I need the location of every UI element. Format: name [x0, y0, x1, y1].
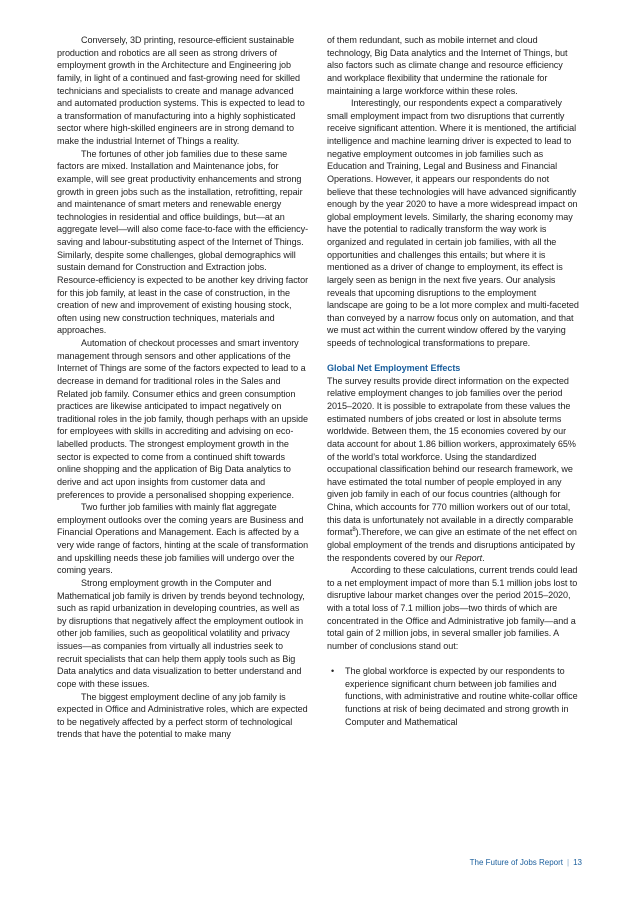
footnote-ref[interactable]: 8 [352, 527, 356, 534]
right-paragraph-2: Interestingly, our respondents expect a comparatively small employment impact from two disruptions that currently receive significant attention. Where it is mentioned, the artificial intelligence and machine learning driver is expected to lead to negative employment outcomes in job families such as Education and Training, Legal and Business and Financial Operations. However, it appears our respondents do not believe that these technologies will have advanced significantly enough by the year 2020 to have a more widespread impact on global employment levels. Similarly, the sharing economy may have the potential to radically transform the way work is organized and regulated in certain job families, with all the opportunities and challenges this entails; but where it is mentioned as a driver of change to employment, its effect is largely seen as benign in the next five years. Our analysis reveals that upcoming disruptions to the employment landscape are going to be a lot more complex and multi-faceted than conveyed by a narrow focus only on automation, and that we must act within the current window offered by the varying speeds of technological transformations to prepare. [327, 98, 579, 348]
page-number: 13 [573, 858, 582, 867]
paragraph-3-text-b: ).Therefore, we can give an estimate of the net effect on global employment of the trends and disruptions anticipated by the respondents covered by our [327, 527, 577, 563]
paragraph-3-text-c: . [482, 552, 485, 563]
report-emphasis: Report [455, 552, 483, 563]
right-paragraph-4: According to these calculations, current trends could lead to a net employment impact of more than 5.1 million jobs lost to disruptive labour market changes over the period 2015–2020, with a total loss of 7.1 million jobs—two thirds of which are concentrated in the Office and Administrative job family—and a total gain of 2 million jobs, in several smaller job families. A number of conclusions stand out: [327, 565, 578, 651]
left-paragraph-5: Strong employment growth in the Computer and Mathematical job family is driven by trends beyond technology, such as rapid urbanization in developing countries, as well as by disruptions that negatively affect the employment outlook in other job families, such as geopolitical volatility and privacy issues—as companies from virtually all industries seek to recruit specialists that can help them apply tools such as Big Data analytics and data visualization to better understand and cope with these issues. [57, 577, 305, 689]
left-paragraph-4: Two further job families with mainly flat aggregate employment outlooks over the coming years are Business and Financial Operations and Management. Each is affected by a very wide range of factors, hinting at the scale of transformation and upskilling needs these job families will undergo over the coming years. [57, 502, 309, 576]
footer-report-title: The Future of Jobs Report [469, 858, 564, 867]
section-heading: Global Net Employment Effects [327, 363, 461, 374]
left-column [57, 34, 309, 741]
bullet-text: The global workforce is expected by our respondents to experience significant churn between job families and functions, with administrative and routine white-collar office functions at risk of being decimated and strong growth in Computer and Mathematical [345, 666, 578, 727]
left-paragraph-1: Conversely, 3D printing, resource-efficient sustainable production and robotics are all seen as strong drivers of employment growth in the Architecture and Engineering job family, in light of a continued and fast-growing need for skilled technicians and specialists to create and manage advanced and automated production systems. This is expected to lead to a transformation of manufacturing into a highly sophisticated sector where high-skilled engineers are in strong demand to make the industrial Internet of Things a reality. [57, 35, 305, 146]
footer-separator: | [567, 858, 570, 867]
left-paragraph-2: The fortunes of other job families due to these same factors are mixed. Installation and Maintenance jobs, for example, will see great productivity enhancements and strong growth in green jobs such as the installation, retrofitting, repair and maintenance of smart meters and renewable energy technologies in residential and office buildings, but—at an aggregate level—will also come face-to-face with the efficiency-saving and labour-substituting aspect of the Internet of Things. Similarly, despite some challenges, global demographics will sustain demand for Construction and Extraction jobs. Resource-efficiency is expected to be another key driving factor for this job family, at least in the case of construction, in the creation of new and improvement of existing housing stock, often using new construction techniques, materials and approaches. [57, 148, 309, 336]
paragraph-3-text-a: The survey results provide direct information on the expected relative employment changes to job families over the period 2015–2020. It is possible to extrapolate from these values the estimated numbers of jobs created or lost in absolute terms worldwide. Between them, the 15 economies covered by our data account for about 1.86 billion workers, approximately 65% of the world’s total workforce. Using the standardized occupational classification behind our research framework, we have estimated the total number of people employed in any given job family in each of our focus countries (although for China, which accounts for 770 million workers out of our total, this data is unfortunately not available in a directly comparable format [327, 375, 576, 538]
left-paragraph-6: The biggest employment decline of any job family is expected in Office and Administrative roles, which are expected to be negatively affected by a perfect storm of technological trends that have the potential to make many [57, 691, 308, 740]
right-paragraph-3 [327, 375, 579, 564]
right-paragraph-1: of them redundant, such as mobile internet and cloud technology, Big Data analytics and the Internet of Things, but also factors such as climate change and resource efficiency and workplace flexibility that undermine the rationale for maintaining a large workforce within these roles. [327, 35, 568, 96]
page-footer [470, 858, 582, 867]
right-column [327, 34, 579, 728]
left-paragraph-3: Automation of checkout processes and smart inventory management through sensors and other applications of the Internet of Things are some of the factors expected to lead to a decrease in demand for traditional roles in the Sales and Related job family. Consumer ethics and green consumption practices are likewise anticipated to impact negatively on traditional roles in the job family, though perhaps with an upside for employees with skills in accrediting and advising on eco-labelled products. The strongest employment growth in the sector is expected to come from a continued shift towards online shopping and the application of Big Data analytics to derive and act upon insights from customer data and preferences to provide a personalised shopping experience. [57, 338, 309, 500]
bullet-item [327, 665, 579, 728]
bullet-icon: • [331, 666, 335, 677]
